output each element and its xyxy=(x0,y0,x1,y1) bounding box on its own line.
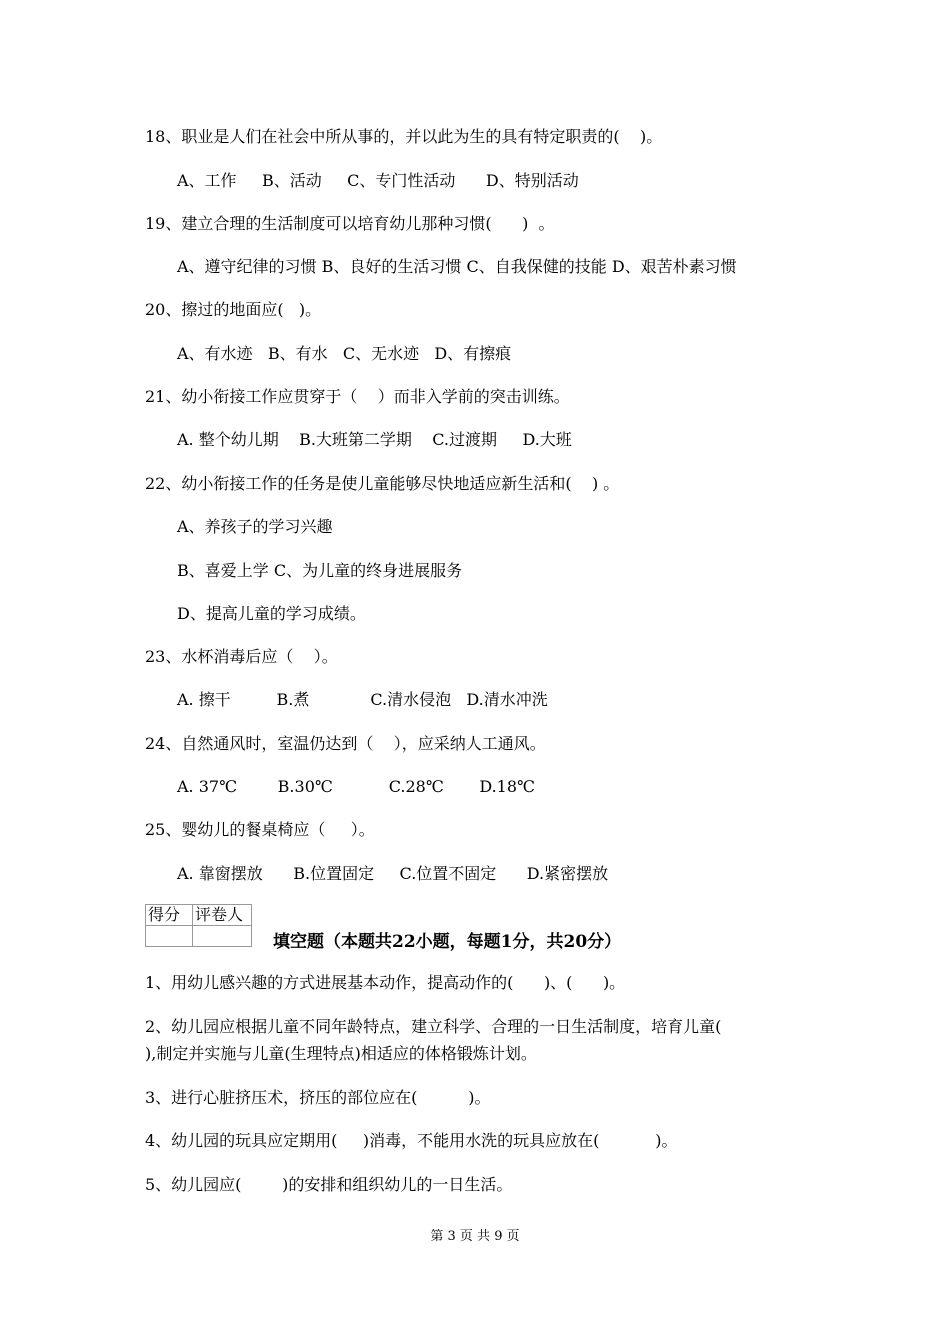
question-22-option-d: D、提高儿童的学习成绩。 xyxy=(177,604,366,623)
score-cell xyxy=(146,926,193,947)
question-23: 23、水杯消毒后应（ ）。 xyxy=(145,647,338,666)
question-24: 24、自然通风时，室温仍达到（ ），应采纳人工通风。 xyxy=(145,734,546,753)
question-23-options: A. 擦干 B.煮 C.清水侵泡 D.清水冲洗 xyxy=(177,690,548,709)
page-footer: 第 3 页 共 9 页 xyxy=(430,1229,520,1244)
section-title: 填空题（本题共22小题，每题1分，共20分） xyxy=(273,932,622,952)
question-21: 21、幼小衔接工作应贯穿于（ ）而非入学前的突击训练。 xyxy=(145,387,570,406)
question-25: 25、婴幼儿的餐桌椅应（ ）。 xyxy=(145,820,375,839)
fill-item-1: 1、用幼儿感兴趣的方式进展基本动作，提高动作的( )、( )。 xyxy=(145,973,626,992)
score-box xyxy=(145,904,252,947)
fill-item-3: 3、进行心脏挤压术，挤压的部位应在( )。 xyxy=(145,1088,491,1107)
score-header: 得分 xyxy=(146,905,193,926)
question-22-option-a: A、养孩子的学习兴趣 xyxy=(177,517,333,536)
question-21-options: A. 整个幼儿期 B.大班第二学期 C.过渡期 D.大班 xyxy=(177,430,572,449)
question-22: 22、幼小衔接工作的任务是使儿童能够尽快地适应新生活和( ) 。 xyxy=(145,474,620,493)
question-22-option-bc: B、喜爱上学 C、为儿童的终身进展服务 xyxy=(177,561,463,580)
question-19: 19、建立合理的生活制度可以培育幼儿那种习惯( ) 。 xyxy=(145,214,555,233)
question-19-options: A、遵守纪律的习惯 B、良好的生活习惯 C、自我保健的技能 D、艰苦朴素习惯 xyxy=(177,257,737,276)
fill-item-2: 2、幼儿园应根据儿童不同年龄特点，建立科学、合理的一日生活制度，培育儿童( xyxy=(145,1017,722,1036)
question-24-options: A. 37℃ B.30℃ C.28℃ D.18℃ xyxy=(177,777,535,796)
fill-item-4: 4、幼儿园的玩具应定期用( )消毒，不能用水洗的玩具应放在( )。 xyxy=(145,1131,678,1150)
fill-item-2-cont: ),制定并实施与儿童(生理特点)相适应的体格锻炼计划。 xyxy=(145,1044,537,1063)
grader-header: 评卷人 xyxy=(193,905,252,926)
question-20: 20、擦过的地面应( )。 xyxy=(145,300,322,319)
fill-item-5: 5、幼儿园应( )的安排和组织幼儿的一日生活。 xyxy=(145,1175,513,1194)
question-18-options: A、工作 B、活动 C、专门性活动 D、特别活动 xyxy=(177,171,579,190)
question-20-options: A、有水迹 B、有水 C、无水迹 D、有擦痕 xyxy=(177,344,512,363)
question-18: 18、职业是人们在社会中所从事的，并以此为生的具有特定职责的( )。 xyxy=(145,127,663,146)
question-25-options: A. 靠窗摆放 B.位置固定 C.位置不固定 D.紧密摆放 xyxy=(177,864,609,883)
grader-cell xyxy=(193,926,252,947)
